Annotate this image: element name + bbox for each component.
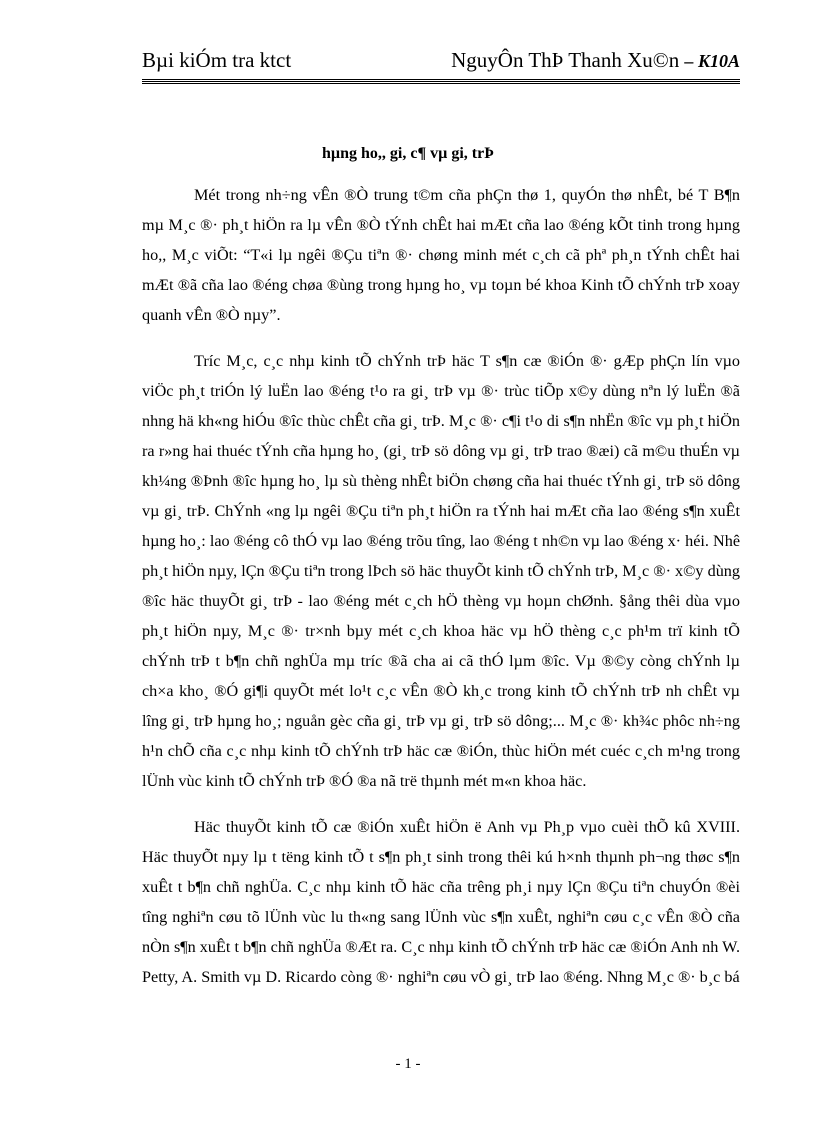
page-header (142, 48, 740, 78)
header-rule (142, 79, 740, 82)
paragraph-3: Häc thuyÕt kinh tÕ cæ ®iÓn xuÊt hiÖn ë Anh vµ Ph¸p vµo cuèi thÕ kû XVIII. Häc thuyÕt nµy lµ t tëng kinh tÕ t s¶n ph¸t sinh trong thêi kú h×nh thµnh ph¬ng thøc s¶n xuÊt t b¶n chñ nghÜa. C¸c nhµ kinh tÕ häc cña trêng ph¸i nµy lÇn ®Çu tiªn chuyÓn ®èi tîng nghiªn cøu tõ lÜnh vùc lu th«ng sang lÜnh vùc s¶n xuÊt, nghiªn cøu c¸c vÊn ®Ò cña nÒn s¶n xuÊt t b¶n chñ nghÜa ®Æt ra. C¸c nhµ kinh tÕ chÝnh trÞ häc cæ ®iÓn Anh nh W. Petty, A. Smith vµ D. Ricardo còng ®· nghiªn cøu vÒ gi¸ trÞ lao ®éng. Nhng M¸c ®· b¸c bá (142, 818, 740, 986)
header-rule-thin (142, 83, 740, 84)
header-author-name: NguyÔn ThÞ Thanh Xu©n (451, 48, 680, 72)
paragraph-2: Tríc M¸c, c¸c nhµ kinh tÕ chÝnh trÞ häc T s¶n cæ ®iÓn ®· gÆp phÇn lín vµo viÖc ph¸t triÓn lý luËn lao ®éng t¹o ra gi¸ trÞ vµ ®· trùc tiÕp x©y dùng nªn lý luËn ®ã nhng hä kh«ng hiÓu ®îc thùc chÊt cña gi¸ trÞ. M¸c ®· c¶i t¹o di s¶n nhËn ®îc vµ ph¸t hiÖn ra r»ng hai thuéc tÝnh cña hµng ho¸ (gi¸ trÞ sö dông vµ gi¸ trÞ trao ®æi) cã m©u thuÉn vµ kh¼ng ®Þnh ®îc hµng ho¸ lµ sù thèng nhÊt biÖn chøng cña hai thuéc tÝnh gi¸ trÞ sö dông vµ gi¸ trÞ. ChÝnh «ng lµ ngêi ®Çu tiªn ph¸t hiÖn ra tÝnh hai mÆt cña lao ®éng s¶n xuÊt hµng ho¸: lao ®éng cô thÓ vµ lao ®éng trõu tîng, lao ®éng t nh©n vµ lao ®éng x· héi. Nhê ph¸t hiÖn nµy, lÇn ®Çu tiªn trong lÞch sö häc thuyÕt kinh tÕ chÝnh trÞ, M¸c ®· x©y dùng ®îc häc thuyÕt gi¸ trÞ - lao ®éng mét c¸ch hÖ thèng vµ hoµn chØnh. §ång thêi dùa vµo ph¸t hiÖn nµy, M¸c ®· tr×nh bµy mét c¸ch khoa häc vµ hÖ thèng c¸c ph¹m trï kinh tÕ chÝnh trÞ t b¶n chñ nghÜa mµ tríc ®ã cha ai cã thÓ lµm ®îc. Vµ ®©y còng chÝnh lµ ch×a kho¸ ®Ó gi¶i quyÕt mét lo¹t c¸c vÊn ®Ò kh¸c trong kinh tÕ chÝnh trÞ nh chÊt vµ lîng gi¸ trÞ hµng ho¸; nguån gèc cña gi¸ trÞ vµ gi¸ trÞ sö dông;... M¸c ®· kh¾c phôc nh÷ng h¹n chÕ cña c¸c nhµ kinh tÕ chÝnh trÞ häc cæ ®iÓn, thùc hiÖn mét cuéc c¸ch m¹ng trong lÜnh vùc kinh tÕ chÝnh trÞ ®Ó ®a nã trë thµnh mét m«n khoa häc. (142, 352, 740, 790)
paragraph-1: Mét trong nh÷ng vÊn ®Ò trung t©m cña phÇn thø 1, quyÓn thø nhÊt, bé T B¶n mµ M¸c ®· ph¸t hiÖn ra lµ vÊn ®Ò tÝnh chÊt hai mÆt cña lao ®éng kÕt tinh trong hµng ho,, M¸c viÕt: “T«i lµ ngêi ®Çu tiªn ®· chøng minh mét c¸ch cã phª ph¸n tÝnh chÊt hai mÆt ®ã cña lao ®éng chøa ®ùng trong hµng ho¸ vµ toµn bé khoa Kinh tÕ chÝnh trÞ xoay quanh vÊn ®Ò nµy”. (142, 186, 740, 324)
header-author (451, 48, 740, 73)
page-number: - 1 - (395, 1056, 421, 1072)
body-text (142, 180, 740, 992)
header-class: – K10A (684, 51, 740, 71)
section-title: hµng ho,, gi, c¶ vµ gi, trÞ (322, 145, 494, 162)
header-doc-title: Bµi kiÓm tra ktct (142, 48, 292, 72)
